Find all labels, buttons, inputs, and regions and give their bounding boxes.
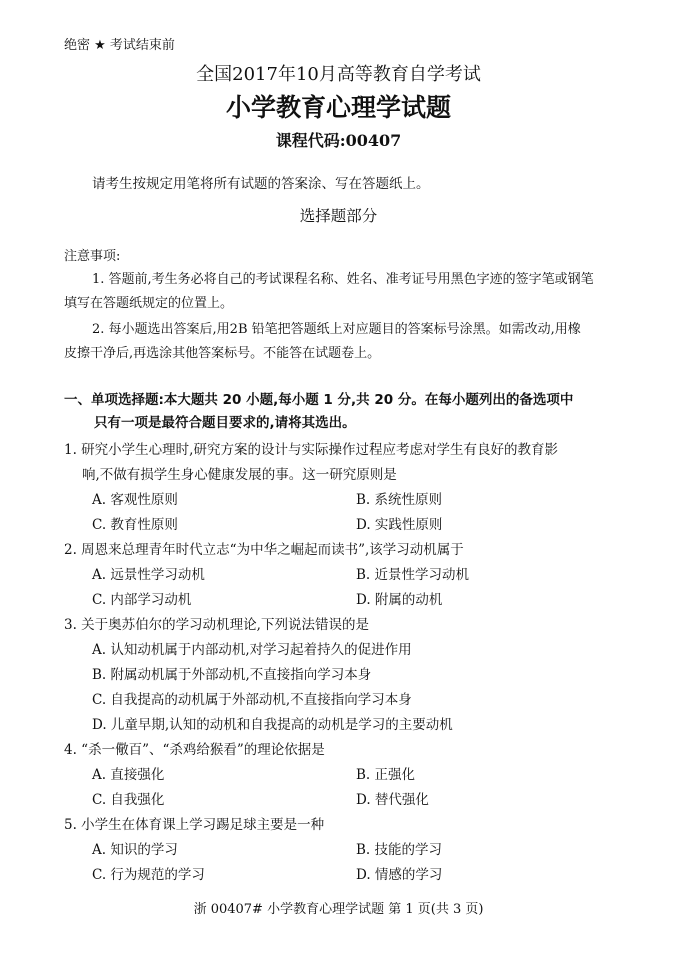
question-1-option-a: A. 客观性原则 bbox=[92, 492, 178, 508]
question-3-option-c: C. 自我提高的动机属于外部动机,不直接指向学习本身 bbox=[92, 692, 412, 708]
exam-title: 全国2017年10月高等教育自学考试 bbox=[196, 64, 481, 85]
notice-label: 注意事项: bbox=[64, 249, 121, 264]
question-3-option-a: A. 认知动机属于内部动机,对学习起着持久的促进作用 bbox=[92, 642, 412, 658]
question-4-stem: 4. “杀一儆百”、“杀鸡给猴看”的理论依据是 bbox=[64, 742, 325, 758]
question-5-option-a: A. 知识的学习 bbox=[92, 842, 178, 858]
question-1-stem: 1. 研究小学生心理时,研究方案的设计与实际操作过程应考虑对学生有良好的教育影 bbox=[64, 442, 558, 458]
question-4-option-c: C. 自我强化 bbox=[92, 792, 165, 808]
question-3-option-d: D. 儿童早期,认知的动机和自我提高的动机是学习的主要动机 bbox=[92, 717, 453, 733]
section-heading: 选择题部分 bbox=[299, 207, 378, 225]
course-code: 课程代码:00407 bbox=[275, 131, 402, 150]
paper-title: 小学教育心理学试题 bbox=[225, 93, 451, 122]
part-one-heading-continued: 只有一项是最符合题目要求的,请将其选出。 bbox=[94, 415, 356, 431]
answer-instruction: 请考生按规定用笔将所有试题的答案涂、写在答题纸上。 bbox=[92, 176, 430, 192]
question-2-stem: 2. 周恩来总理青年时代立志“为中华之崛起而读书”,该学习动机属于 bbox=[64, 542, 464, 558]
notice-item-2-line-1: 2. 每小题选出答案后,用2B 铅笔把答题纸上对应题目的答案标号涂黑。如需改动,用橡 bbox=[92, 322, 581, 337]
confidential-label: 绝密 ★ 考试结束前 bbox=[64, 38, 175, 53]
page-footer: 浙 00407# 小学教育心理学试题 第 1 页(共 3 页) bbox=[193, 902, 484, 917]
question-4-option-d: D. 替代强化 bbox=[356, 792, 429, 808]
question-2-option-b: B. 近景性学习动机 bbox=[356, 567, 470, 583]
question-2-option-d: D. 附属的动机 bbox=[356, 592, 443, 608]
question-3-option-b: B. 附属动机属于外部动机,不直接指向学习本身 bbox=[92, 667, 372, 683]
question-5-option-b: B. 技能的学习 bbox=[356, 842, 443, 858]
question-4-option-b: B. 正强化 bbox=[356, 767, 416, 783]
question-2-option-c: C. 内部学习动机 bbox=[92, 592, 192, 608]
question-1-stem-continued: 响,不做有损学生身心健康发展的事。这一研究原则是 bbox=[82, 467, 397, 483]
part-one-heading: 一、单项选择题:本大题共 20 小题,每小题 1 分,共 20 分。在每小题列出的备选项中 bbox=[64, 392, 574, 408]
question-3-stem: 3. 关于奥苏伯尔的学习动机理论,下列说法错误的是 bbox=[64, 617, 369, 633]
question-1-option-b: B. 系统性原则 bbox=[356, 492, 443, 508]
notice-item-1-line-2: 填写在答题纸规定的位置上。 bbox=[64, 296, 234, 311]
question-1-option-d: D. 实践性原则 bbox=[356, 517, 443, 533]
question-4-option-a: A. 直接强化 bbox=[92, 767, 165, 783]
question-5-option-c: C. 行为规范的学习 bbox=[92, 867, 205, 883]
notice-item-1-line-1: 1. 答题前,考生务必将自己的考试课程名称、姓名、准考证号用黑色字迹的签字笔或钢笔 bbox=[92, 272, 594, 287]
question-2-option-a: A. 远景性学习动机 bbox=[92, 567, 205, 583]
question-5-option-d: D. 情感的学习 bbox=[356, 867, 443, 883]
question-1-option-c: C. 教育性原则 bbox=[92, 517, 178, 533]
notice-item-2-line-2: 皮擦干净后,再选涂其他答案标号。不能答在试题卷上。 bbox=[64, 346, 381, 361]
question-5-stem: 5. 小学生在体育课上学习踢足球主要是一种 bbox=[64, 817, 325, 833]
